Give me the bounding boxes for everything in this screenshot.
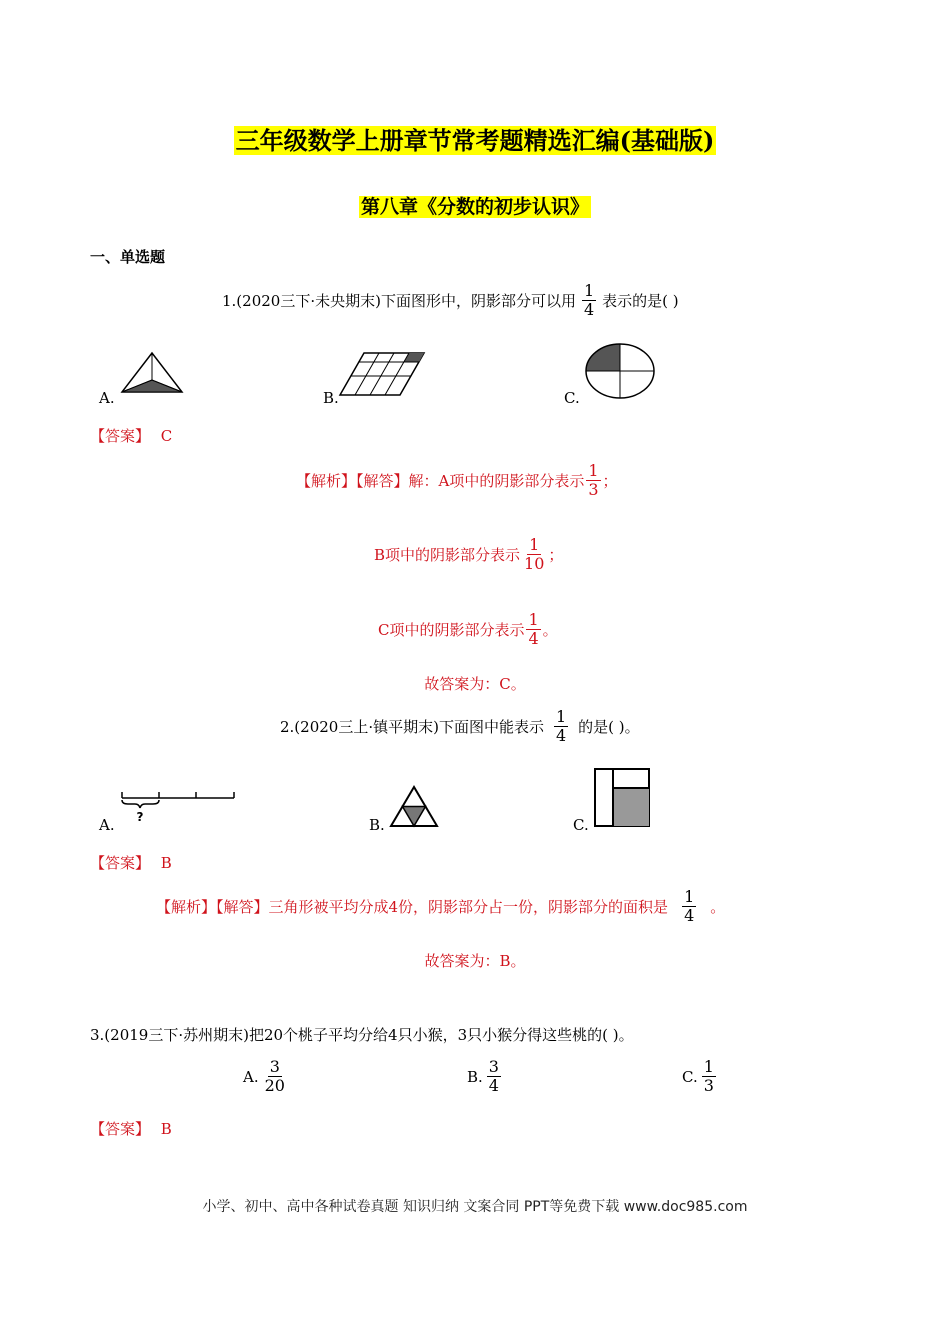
question-2-stem bbox=[280, 708, 640, 745]
q3-option-a-fraction bbox=[263, 1058, 287, 1095]
q2-fraction bbox=[554, 708, 568, 745]
q3-c-den: 3 bbox=[703, 1076, 714, 1095]
q1-analysis-c bbox=[378, 611, 558, 648]
q2-conclusion: 故答案为：B。 bbox=[424, 952, 526, 970]
q3-option-b bbox=[467, 1058, 505, 1095]
q1-figure-b-parallelogram bbox=[340, 352, 426, 396]
q2-option-c: C. bbox=[573, 816, 589, 834]
q3-option-b-fraction bbox=[487, 1058, 501, 1095]
q1-stem-before: 1.(2020三下·未央期末)下面图形中，阴影部分可以用 bbox=[222, 292, 576, 310]
q1-analysis-a-fraction bbox=[586, 462, 600, 499]
q1-a-suffix: ； bbox=[602, 472, 618, 490]
q1-stem-after: 表示的是( ) bbox=[602, 292, 679, 310]
q1-analysis-b-fraction bbox=[522, 536, 546, 573]
q3-option-c-fraction bbox=[702, 1058, 716, 1095]
q2-analysis-frac-num: 1 bbox=[684, 887, 695, 906]
title-text: 三年级数学上册章节常考题精选汇编(基础版) bbox=[235, 126, 715, 155]
chapter-heading bbox=[0, 193, 950, 221]
q3-answer bbox=[90, 1118, 172, 1139]
q1-b-frac-den: 10 bbox=[524, 554, 545, 573]
q1-b-prefix: B项中的阴影部分表示 bbox=[374, 546, 521, 564]
q1-figure-a-triangle bbox=[120, 352, 184, 394]
q1-analysis-prefix: 【解析】【解答】解：A项中的阴影部分表示 bbox=[296, 472, 585, 490]
q2-figure-a-question-mark: ? bbox=[136, 810, 144, 824]
q3-b-den: 4 bbox=[488, 1076, 499, 1095]
q2-frac-num: 1 bbox=[555, 707, 567, 726]
q1-answer-value: C bbox=[160, 427, 173, 445]
q1-b-frac-num: 1 bbox=[529, 535, 540, 554]
q2-frac-den: 4 bbox=[555, 726, 567, 745]
q3-a-den: 20 bbox=[264, 1076, 285, 1095]
q2-analysis-fraction bbox=[682, 888, 696, 925]
q2-figure-b-triangle bbox=[390, 786, 438, 828]
question-3-stem: 3.(2019三下·苏州期末)把20个桃子平均分给4只小猴，3只小猴分得这些桃的( )。 bbox=[90, 1026, 634, 1044]
q3-option-b-label: B. bbox=[467, 1067, 483, 1086]
q1-c-prefix: C项中的阴影部分表示 bbox=[378, 621, 525, 639]
q3-answer-value: B bbox=[160, 1120, 172, 1138]
q2-answer-value: B bbox=[160, 854, 172, 872]
q1-b-suffix: ； bbox=[548, 546, 564, 564]
q1-option-a: A. bbox=[99, 389, 115, 407]
q2-option-b: B. bbox=[369, 816, 385, 834]
q3-a-num: 3 bbox=[269, 1057, 280, 1076]
q1-analysis-a bbox=[296, 462, 618, 499]
q1-c-frac-num: 1 bbox=[528, 610, 539, 629]
question-1-stem bbox=[222, 282, 679, 319]
q2-analysis-text: 【解析】【解答】三角形被平均分成4份，阴影部分占一份，阴影部分的面积是 bbox=[156, 898, 669, 916]
q1-fraction bbox=[582, 282, 596, 319]
chapter-text: 第八章《分数的初步认识》 bbox=[360, 196, 589, 218]
q2-stem-before: 2.(2020三上·镇平期末)下面图中能表示 bbox=[280, 718, 544, 736]
q3-b-num: 3 bbox=[488, 1057, 499, 1076]
q1-analysis-b bbox=[374, 536, 563, 573]
q1-frac-den: 4 bbox=[583, 300, 595, 319]
q2-analysis bbox=[156, 888, 725, 925]
q1-option-b: B. bbox=[323, 389, 339, 407]
q3-c-num: 1 bbox=[703, 1057, 714, 1076]
q2-answer-label: 【答案】 bbox=[90, 854, 151, 872]
q3-option-c-label: C. bbox=[682, 1067, 698, 1086]
q2-analysis-suffix: 。 bbox=[710, 898, 726, 916]
q2-answer bbox=[90, 852, 172, 873]
q1-analysis-c-fraction bbox=[526, 611, 540, 648]
q1-figure-c-circle bbox=[584, 343, 656, 399]
q3-answer-label: 【答案】 bbox=[90, 1120, 151, 1138]
q1-a-frac-num: 1 bbox=[588, 461, 599, 480]
document-title bbox=[0, 124, 950, 158]
q3-option-a-label: A. bbox=[243, 1067, 259, 1086]
q2-figure-c-square bbox=[594, 768, 650, 828]
q2-option-a: A. bbox=[99, 816, 115, 834]
q1-a-frac-den: 3 bbox=[588, 480, 599, 499]
q3-option-c bbox=[682, 1058, 720, 1095]
q1-answer-label: 【答案】 bbox=[90, 427, 151, 445]
q2-analysis-frac-den: 4 bbox=[684, 906, 695, 925]
q3-option-a bbox=[243, 1058, 291, 1095]
q1-answer bbox=[90, 425, 172, 446]
q1-c-frac-den: 4 bbox=[528, 629, 539, 648]
q1-frac-num: 1 bbox=[583, 281, 595, 300]
q2-stem-after: 的是( )。 bbox=[578, 718, 640, 736]
q1-option-c: C. bbox=[564, 389, 580, 407]
q2-figure-a-segment bbox=[120, 788, 238, 824]
q1-conclusion: 故答案为：C。 bbox=[424, 675, 526, 693]
page-footer: 小学、初中、高中各种试卷真题 知识归纳 文案合同 PPT等免费下载 www.doc985.com bbox=[202, 1199, 748, 1215]
q1-c-suffix: 。 bbox=[542, 621, 558, 639]
section-heading: 一、单选题 bbox=[90, 248, 166, 266]
